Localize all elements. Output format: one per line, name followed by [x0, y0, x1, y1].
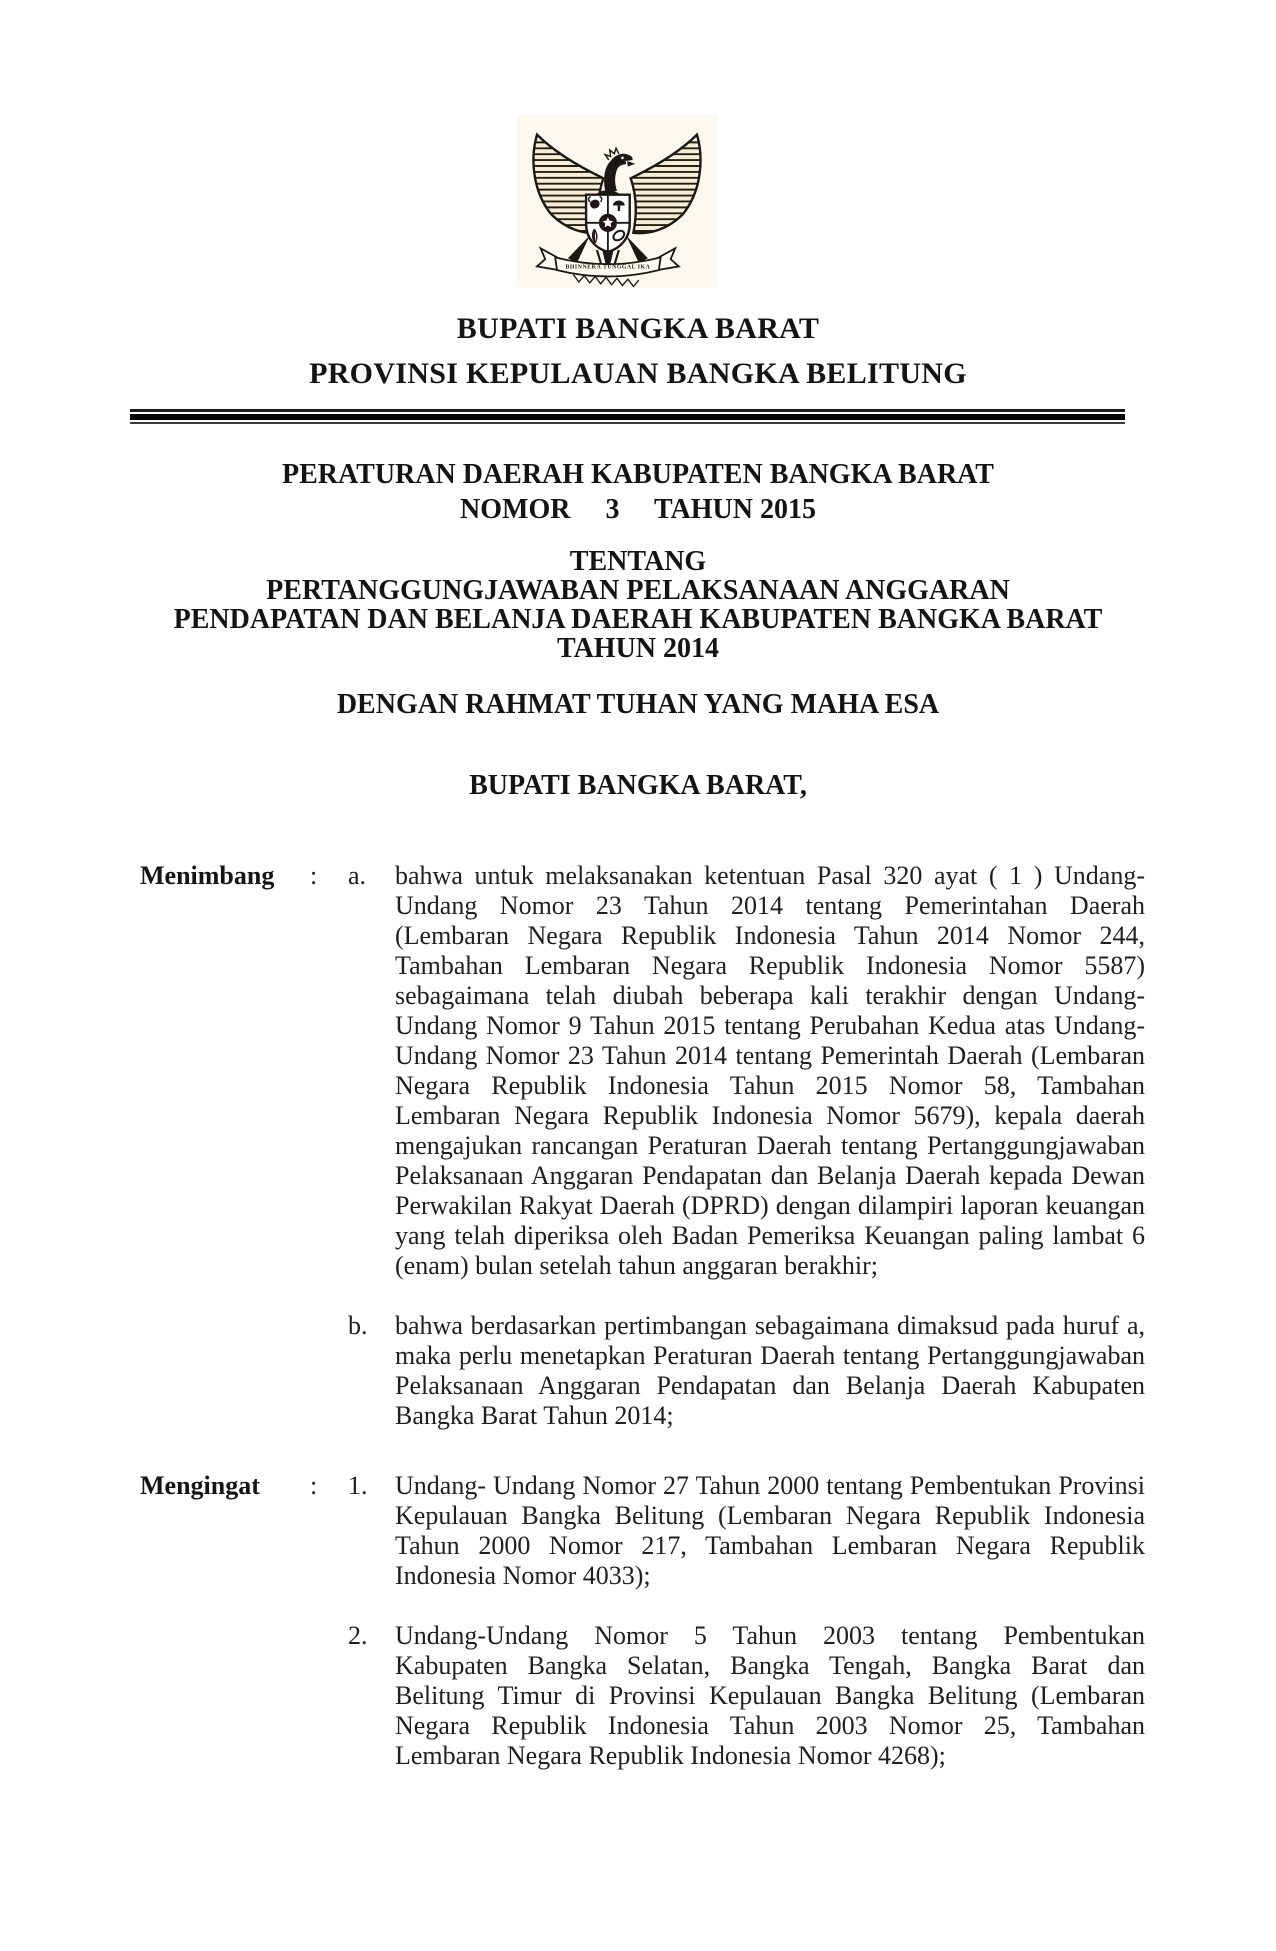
emblem-wrap	[0, 0, 1276, 297]
mengingat-label: Mengingat	[140, 1471, 260, 1500]
letterhead-divider-rule	[130, 409, 1125, 424]
item-marker-a: a.	[348, 861, 367, 890]
subject-line1: PERTANGGUNGJAWABAN PELAKSANAAN ANGGARAN	[266, 575, 1010, 606]
emblem-banner-text: BHINNEKA TUNGGAL IKA	[565, 264, 651, 271]
letterhead	[0, 311, 1276, 392]
menimbang-section	[140, 861, 1145, 1431]
menimbang-item-a	[140, 861, 1145, 1281]
item-text-1: Undang- Undang Nomor 27 Tahun 2000 tentang Pembentukan Provinsi Kepulauan Bangka Belitung (Lembaran Negara Republik Indonesia Tahun 2000 Nomor 217, Tambahan Lembaran Negara Republik Indonesia Nomor 4033);	[395, 1471, 1145, 1590]
spacer-cell	[140, 1621, 310, 1622]
rule-line-middle	[130, 414, 1125, 420]
mengingat-item-1	[140, 1471, 1145, 1591]
spacer-cell	[310, 1621, 348, 1622]
item-marker-1: 1.	[348, 1471, 368, 1500]
mengingat-colon: :	[310, 1471, 318, 1500]
mengingat-item-2	[140, 1621, 1145, 1771]
letterhead-line2: PROVINSI KEPULAUAN BANGKA BELITUNG	[309, 357, 967, 390]
garuda-pancasila-icon	[517, 110, 717, 292]
mengingat-section	[140, 1471, 1145, 1771]
tentang-label: TENTANG	[569, 546, 707, 577]
subject-line3: TAHUN 2014	[556, 633, 720, 664]
regulation-number: NOMOR 3 TAHUN 2015	[460, 494, 816, 525]
title-block	[0, 457, 1276, 803]
item-text-2: Undang-Undang Nomor 5 Tahun 2003 tentang Pembentukan Kabupaten Bangka Selatan, Bangka Tengah, Bangka Barat dan Belitung Timur di Provinsi Kepulauan Bangka Belitung (Lembaran Negara Republik Indonesia Tahun 2003 Nomor 25, Tambahan Lembaran Negara Republik Indonesia Nomor 4268);	[395, 1621, 1145, 1770]
rule-line-bottom	[130, 422, 1125, 424]
spacer-cell	[310, 1311, 348, 1312]
item-marker-b: b.	[348, 1311, 368, 1340]
subject-line2: PENDAPATAN DAN BELANJA DAERAH KABUPATEN BANGKA BARAT	[173, 604, 1103, 635]
rule-line-top	[130, 409, 1125, 412]
menimbang-item-b	[140, 1311, 1145, 1431]
invocation-line: DENGAN RAHMAT TUHAN YANG MAHA ESA	[336, 689, 940, 720]
letterhead-line1: BUPATI BANGKA BARAT	[456, 312, 820, 345]
spacer-cell	[140, 1311, 310, 1312]
menimbang-colon: :	[310, 861, 318, 890]
regulation-title: PERATURAN DAERAH KABUPATEN BANGKA BARAT	[282, 459, 994, 490]
item-marker-2: 2.	[348, 1621, 368, 1650]
clauses	[140, 861, 1145, 1771]
item-text-a: bahwa untuk melaksanakan ketentuan Pasal 320 ayat ( 1 ) Undang-Undang Nomor 23 Tahun 2014 tentang Pemerintahan Daerah (Lembaran Negara Republik Indonesia Tahun 2014 Nomor 244, Tambahan Lembaran Negara Republik Indonesia Nomor 5587) sebagaimana telah diubah beberapa kali terakhir dengan Undang-Undang Nomor 9 Tahun 2015 tentang Perubahan Kedua atas Undang-Undang Nomor 23 Tahun 2014 tentang Pemerintah Daerah (Lembaran Negara Republik Indonesia Tahun 2015 Nomor 58, Tambahan Lembaran Negara Republik Indonesia Nomor 5679), kepala daerah mengajukan rancangan Peraturan Daerah tentang Pertanggungjawaban Pelaksanaan Anggaran Pendapatan dan Belanja Daerah kepada Dewan Perwakilan Rakyat Daerah (DPRD) dengan dilampiri laporan keuangan yang telah diperiksa oleh Badan Pemeriksa Keuangan paling lambat 6 (enam) bulan setelah tahun anggaran berakhir;	[395, 861, 1145, 1280]
issuer-line: BUPATI BANGKA BARAT,	[469, 770, 807, 801]
menimbang-label: Menimbang	[140, 861, 275, 890]
item-text-b: bahwa berdasarkan pertimbangan sebagaimana dimaksud pada huruf a, maka perlu menetapkan Peraturan Daerah tentang Pertanggungjawaban Pelaksanaan Anggaran Pendapatan dan Belanja Daerah Kabupaten Bangka Barat Tahun 2014;	[395, 1311, 1145, 1430]
